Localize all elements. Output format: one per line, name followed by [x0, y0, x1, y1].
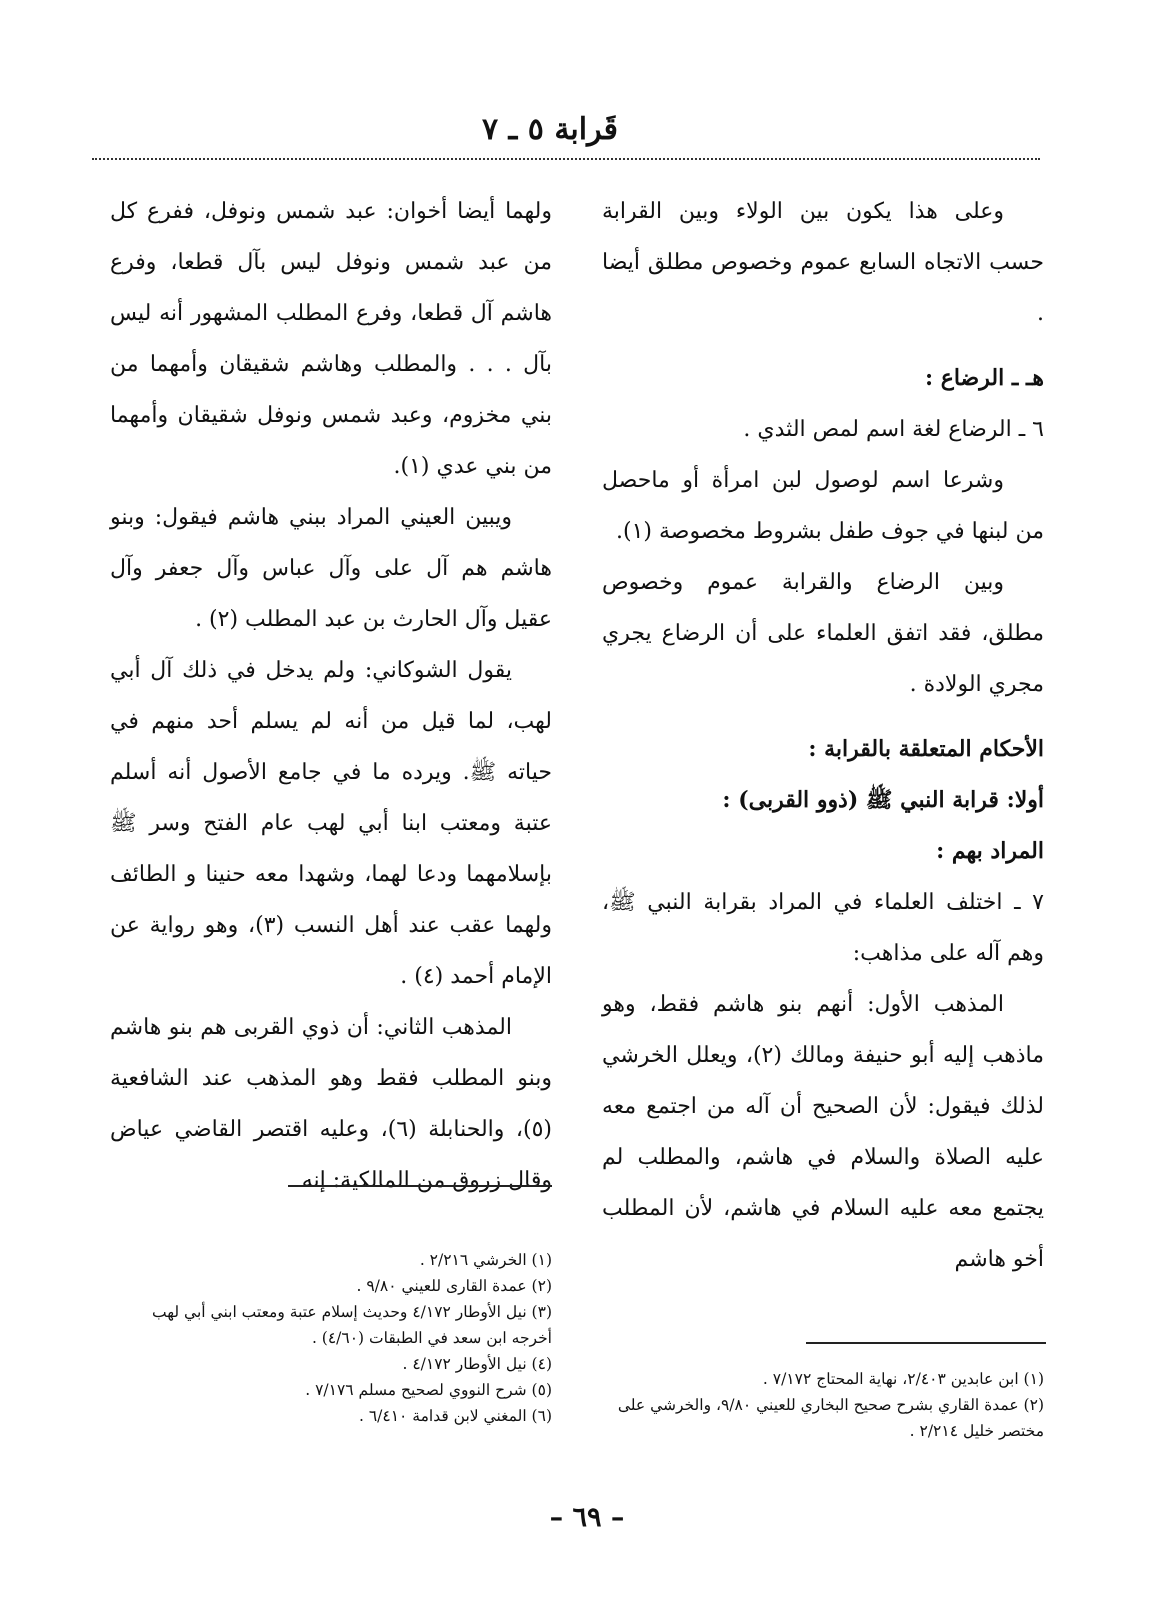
- section-heading: الأحكام المتعلقة بالقرابة :: [808, 736, 1044, 762]
- paragraph: المذهب الثاني: أن ذوي القربى هم بنو هاشم وبنو المطلب فقط وهو المذهب عند الشافعية (٥)، والحنابلة (٦)، وعليه اقتصر القاضي عياض وقال زروق من المالكية: إنه: [110, 1015, 553, 1193]
- paragraph: ولهما أيضا أخوان: عبد شمس ونوفل، ففرع كل من عبد شمس ونوفل ليس بآل قطعا، وفرع هاشم آل قطعا، وفرع المطلب المشهور أنه ليس بآل . . . والمطلب وهاشم شقيقان وأمهما من بني مخزوم، وعبد شمس ونوفل شقيقان وأمهما من بني عدي (١).: [110, 199, 552, 479]
- section-heading: هـ ـ الرضاع :: [924, 365, 1044, 391]
- footnote: (٣) نيل الأوطار ٤/١٧٢ وحديث إسلام عتبة ومعتب ابني أبي لهب أخرجه ابن سعد في الطبقات (٤/٦٠) .: [152, 1303, 552, 1347]
- page-header-title: قَرابة ٥ ـ ٧: [481, 112, 619, 147]
- footnote: (٢) عمدة القاري بشرح صحيح البخاري للعيني ٩/٨٠، والخرشي على مختصر خليل ٢/٢١٤ .: [617, 1396, 1044, 1440]
- subsection-heading: المراد بهم :: [936, 838, 1044, 864]
- paragraph: وعلى هذا يكون بين الولاء وبين القرابة حسب الاتجاه السابع عموم وخصوص مطلق أيضا .: [602, 199, 1044, 326]
- paragraph: ٦ ـ الرضاع لغة اسم لمص الثدي .: [743, 417, 1044, 442]
- subsection-heading: أولا: قرابة النبي ﷺ (ذوو القربى) :: [722, 787, 1044, 813]
- footnotes-right: [602, 1366, 1044, 1444]
- right-column: [602, 186, 1044, 1285]
- footnote: (٥) شرح النووي لصحيح مسلم ٧/١٧٦ .: [305, 1381, 552, 1399]
- paragraph: ويبين العيني المراد ببني هاشم فيقول: وبنو هاشم هم آل على وآل عباس وآل جعفر وآل عقيل وآل الحارث بن عبد المطلب (٢) .: [110, 505, 552, 632]
- footnote: (١) الخرشي ٢/٢١٦ .: [419, 1251, 552, 1269]
- paragraph: وبين الرضاع والقرابة عموم وخصوص مطلق، فقد اتفق العلماء على أن الرضاع يجري مجري الولادة .: [602, 570, 1044, 697]
- page-number: – ٦٩ –: [549, 1502, 625, 1533]
- footnote-separator-right: [806, 1342, 1046, 1344]
- footnote: (٢) عمدة القارى للعيني ٩/٨٠ .: [356, 1277, 552, 1295]
- footnote: (٦) المغني لابن قدامة ٦/٤١٠ .: [358, 1407, 552, 1425]
- footnote: (٤) نيل الأوطار ٤/١٧٢ .: [402, 1355, 552, 1373]
- left-column: [110, 186, 552, 1206]
- paragraph: ٧ ـ اختلف العلماء في المراد بقرابة النبي ﷺ، وهم آله على مذاهب:: [602, 890, 1044, 966]
- paragraph: وشرعا اسم لوصول لبن امرأة أو ماحصل من لبنها في جوف طفل بشروط مخصوصة (١).: [602, 468, 1044, 544]
- footnote: (١) ابن عابدين ٢/٤٠٣، نهاية المحتاج ٧/١٧٢ .: [762, 1370, 1044, 1388]
- paragraph: يقول الشوكاني: ولم يدخل في ذلك آل أبي لهب، لما قيل من أنه لم يسلم أحد منهم في حياته ﷺ. ويرده ما في جامع الأصول أنه أسلم عتبة ومعتب ابنا أبي لهب عام الفتح وسر ﷺ بإسلامهما ودعا لهما، وشهدا معه حنينا و الطائف ولهما عقب عند أهل النسب (٣)، وهو رواية عن الإمام أحمد (٤) .: [110, 658, 553, 989]
- paragraph: المذهب الأول: أنهم بنو هاشم فقط، وهو ماذهب إليه أبو حنيفة ومالك (٢)، ويعلل الخرشي لذلك فيقول: لأن الصحيح أن آله من اجتمع معه عليه الصلاة والسلام في هاشم، والمطلب لم يجتمع معه عليه السلام في هاشم، لأن المطلب أخو هاشم: [602, 992, 1045, 1272]
- footnotes-left: [110, 1247, 552, 1429]
- header-dotted-divider: [92, 158, 1040, 160]
- footnote-separator-left: [288, 1185, 552, 1187]
